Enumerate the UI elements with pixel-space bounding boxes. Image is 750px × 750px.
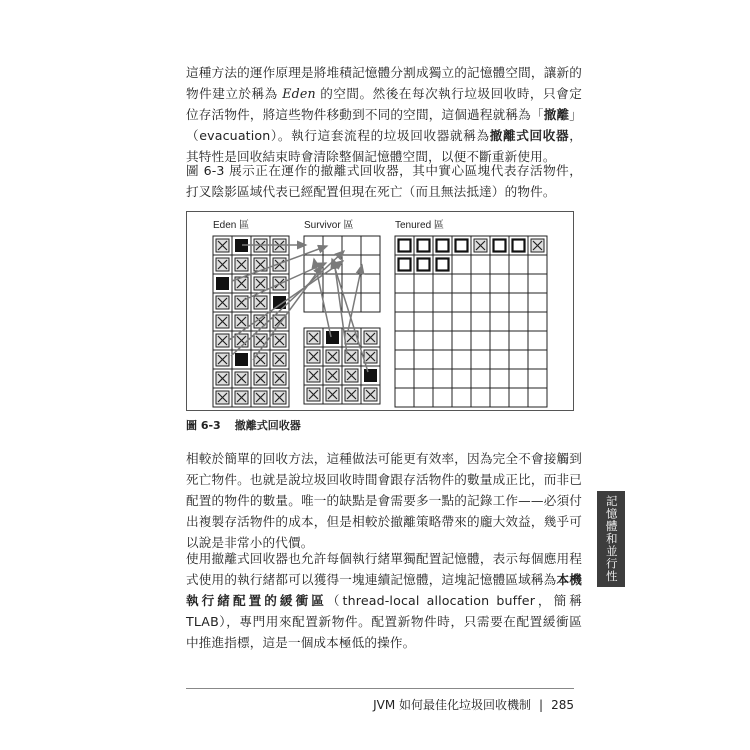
- tenured-cell-empty: [452, 255, 471, 274]
- footer-chapter-title: JVM 如何最佳化垃圾回收機制: [373, 698, 532, 712]
- page-number: 285: [551, 698, 574, 712]
- survivor-bottom-cell-dead: [304, 347, 323, 366]
- survivor-bottom-cell-dead: [323, 366, 342, 385]
- tenured-cell-empty: [395, 293, 414, 312]
- tenured-cell-empty: [414, 350, 433, 369]
- tenured-cell-empty: [414, 331, 433, 350]
- tenured-cell-tenured: [414, 255, 433, 274]
- tenured-cell-empty: [414, 388, 433, 407]
- tenured-cell-empty: [528, 331, 547, 350]
- tenured-cell-empty: [528, 255, 547, 274]
- tenured-cell-empty: [471, 255, 490, 274]
- tenured-cell-empty: [471, 388, 490, 407]
- survivor-bottom-cell-dead: [323, 347, 342, 366]
- tenured-cell-empty: [433, 350, 452, 369]
- eden-cell-dead: [251, 369, 270, 388]
- tenured-cell-empty: [395, 350, 414, 369]
- tenured-cell-empty: [490, 369, 509, 388]
- footer-separator: |: [539, 698, 544, 712]
- survivor-top-cell-empty: [342, 236, 361, 255]
- eden-cell-dead: [213, 388, 232, 407]
- tenured-cell-empty: [509, 312, 528, 331]
- eden-cell-dead: [251, 388, 270, 407]
- tenured-cell-empty: [509, 255, 528, 274]
- evacuating-collector-figure: [186, 211, 574, 411]
- eden-cell-live: [213, 274, 232, 293]
- eden-cell-dead: [232, 369, 251, 388]
- survivor-bottom-cell-dead: [304, 385, 323, 404]
- chapter-side-tab: 記憶體和並行性: [597, 491, 625, 587]
- survivor-top-cell-empty: [304, 236, 323, 255]
- paragraph-tlab: 使用撤離式回收器也允許每個執行緒單獨配置記憶體，表示每個應用程式使用的執行緒都可以獲得一塊連續記憶體，這塊記憶體區域稱為本機執行緒配置的緩衝區（thread-local allocation buffer，簡稱 TLAB），專門用來配置新物件。配置新物件時，只需要在配置緩衝區中推進指標，這是一個成本極低的操作。: [186, 551, 582, 650]
- eden-space-label: Eden 區: [213, 220, 250, 231]
- tenured-cell-tenured: [433, 236, 452, 255]
- tenured-cell-empty: [433, 293, 452, 312]
- tenured-cell-empty: [471, 293, 490, 312]
- figure-title: 撤離式回收器: [234, 419, 301, 432]
- tenured-cell-empty: [490, 255, 509, 274]
- eden-cell-dead: [213, 369, 232, 388]
- eden-cell-dead: [270, 388, 289, 407]
- figure-diagram: [187, 212, 573, 410]
- tenured-cell-empty: [509, 274, 528, 293]
- tenured-cell-dead: [471, 236, 490, 255]
- survivor-top-cell-empty: [361, 236, 380, 255]
- eden-cell-dead: [232, 388, 251, 407]
- tenured-cell-empty: [433, 388, 452, 407]
- tenured-cell-empty: [509, 293, 528, 312]
- tenured-cell-empty: [395, 388, 414, 407]
- tenured-cell-empty: [509, 331, 528, 350]
- evacuating-collector-term: 撤離式回收器: [489, 128, 570, 143]
- tenured-space-label: Tenured 區: [395, 220, 444, 231]
- tenured-cell-tenured: [452, 236, 471, 255]
- tlab-term: 本機執行緒配置的緩衝區: [186, 572, 582, 608]
- eden-cell-dead: [213, 255, 232, 274]
- tenured-cell-tenured: [509, 236, 528, 255]
- tenured-cell-empty: [528, 350, 547, 369]
- tenured-cell-empty: [414, 312, 433, 331]
- survivor-space-label: Survivor 區: [304, 220, 354, 231]
- survivor-top-cell-empty: [361, 274, 380, 293]
- tenured-cell-empty: [452, 369, 471, 388]
- footer-divider: [186, 688, 574, 689]
- eden-cell-dead: [232, 293, 251, 312]
- survivor-bottom-cell-dead: [342, 366, 361, 385]
- tenured-cell-empty: [414, 369, 433, 388]
- tenured-cell-empty: [433, 274, 452, 293]
- memory-grid: [213, 236, 547, 407]
- paragraph-efficiency: 相較於簡單的回收方法，這種做法可能更有效率，因為完全不會接觸到死亡物件。也就是說垃圾回收時間會跟存活物件的數量成正比，而非已配置的物件的數量。唯一的缺點是會需要多一點的記錄工作——必須付出複製存活物件的成本，但是相較於撤離策略帶來的龐大效益，幾乎可以說是非常小的代價。: [186, 451, 582, 550]
- tenured-cell-empty: [471, 350, 490, 369]
- survivor-bottom-cell-dead: [361, 385, 380, 404]
- tenured-cell-empty: [414, 274, 433, 293]
- tenured-cell-empty: [509, 369, 528, 388]
- tenured-cell-empty: [528, 312, 547, 331]
- tenured-cell-empty: [471, 312, 490, 331]
- eden-cell-dead: [270, 369, 289, 388]
- survivor-top-cell-empty: [361, 255, 380, 274]
- tenured-cell-empty: [414, 293, 433, 312]
- survivor-bottom-cell-dead: [323, 385, 342, 404]
- tenured-cell-empty: [490, 274, 509, 293]
- tenured-cell-empty: [395, 369, 414, 388]
- survivor-top-cell-empty: [361, 293, 380, 312]
- survivor-bottom-cell-dead: [361, 328, 380, 347]
- figure-caption: [186, 417, 301, 433]
- tenured-cell-empty: [452, 293, 471, 312]
- tenured-cell-tenured: [490, 236, 509, 255]
- tenured-cell-tenured: [414, 236, 433, 255]
- eden-cell-dead: [213, 293, 232, 312]
- tenured-cell-empty: [471, 274, 490, 293]
- tenured-cell-empty: [433, 331, 452, 350]
- survivor-bottom-cell-live: [323, 328, 342, 347]
- tenured-cell-empty: [452, 331, 471, 350]
- tenured-cell-empty: [490, 293, 509, 312]
- eden-cell-dead: [213, 350, 232, 369]
- tenured-cell-empty: [490, 312, 509, 331]
- tenured-cell-empty: [471, 331, 490, 350]
- tenured-cell-tenured: [395, 236, 414, 255]
- eden-cell-dead: [213, 236, 232, 255]
- eden-cell-dead: [213, 331, 232, 350]
- tenured-cell-dead: [528, 236, 547, 255]
- tenured-cell-tenured: [395, 255, 414, 274]
- survivor-top-cell-empty: [342, 293, 361, 312]
- tenured-cell-empty: [452, 350, 471, 369]
- tenured-cell-empty: [528, 388, 547, 407]
- tenured-cell-empty: [490, 350, 509, 369]
- figure-number: 圖 6-3: [186, 419, 221, 432]
- tenured-cell-empty: [395, 312, 414, 331]
- tenured-cell-empty: [452, 312, 471, 331]
- eden-cell-dead: [213, 312, 232, 331]
- page-footer: [373, 696, 574, 713]
- paragraph-figure-description: 圖 6-3 展示正在運作的撤離式回收器，其中實心區塊代表存活物件，打叉陰影區域代表已經配置但現在死亡（而且無法抵達）的物件。: [186, 163, 582, 199]
- eden-cell-dead: [232, 255, 251, 274]
- survivor-top-cell-empty: [323, 236, 342, 255]
- tenured-cell-empty: [509, 350, 528, 369]
- survivor-bottom-cell-live: [361, 366, 380, 385]
- tenured-cell-empty: [471, 369, 490, 388]
- tenured-cell-empty: [452, 274, 471, 293]
- tenured-cell-empty: [395, 331, 414, 350]
- survivor-bottom-cell-dead: [342, 385, 361, 404]
- tenured-cell-empty: [452, 388, 471, 407]
- tenured-cell-empty: [509, 388, 528, 407]
- tenured-cell-empty: [490, 388, 509, 407]
- survivor-bottom-cell-dead: [304, 366, 323, 385]
- tenured-cell-empty: [433, 312, 452, 331]
- eden-term: Eden: [282, 86, 316, 101]
- tenured-cell-empty: [395, 274, 414, 293]
- tenured-cell-empty: [528, 369, 547, 388]
- evacuation-term: 撤離: [543, 107, 570, 122]
- survivor-top-cell-empty: [342, 255, 361, 274]
- survivor-bottom-cell-dead: [304, 328, 323, 347]
- tenured-cell-tenured: [433, 255, 452, 274]
- survivor-bottom-cell-dead: [361, 347, 380, 366]
- eden-cell-dead: [270, 255, 289, 274]
- eden-cell-dead: [270, 350, 289, 369]
- tenured-cell-empty: [490, 331, 509, 350]
- eden-cell-dead: [232, 312, 251, 331]
- survivor-top-cell-empty: [304, 293, 323, 312]
- survivor-bottom-cell-dead: [342, 347, 361, 366]
- tenured-cell-empty: [528, 293, 547, 312]
- tenured-cell-empty: [433, 369, 452, 388]
- tenured-cell-empty: [528, 274, 547, 293]
- paragraph-evacuation-intro: 這種方法的運作原理是將堆積記憶體分割成獨立的記憶體空間，讓新的物件建立於稱為 Eden 的空間。然後在每次執行垃圾回收時，只會定位存活物件，將這些物件移動到不同的空間，這個過程就稱為「撤離」（evacuation）。執行這套流程的垃圾回收器就稱為撤離式回收器，其特性是回收結束時會清除整個記憶體空間，以便不斷重新使用。: [186, 65, 582, 164]
